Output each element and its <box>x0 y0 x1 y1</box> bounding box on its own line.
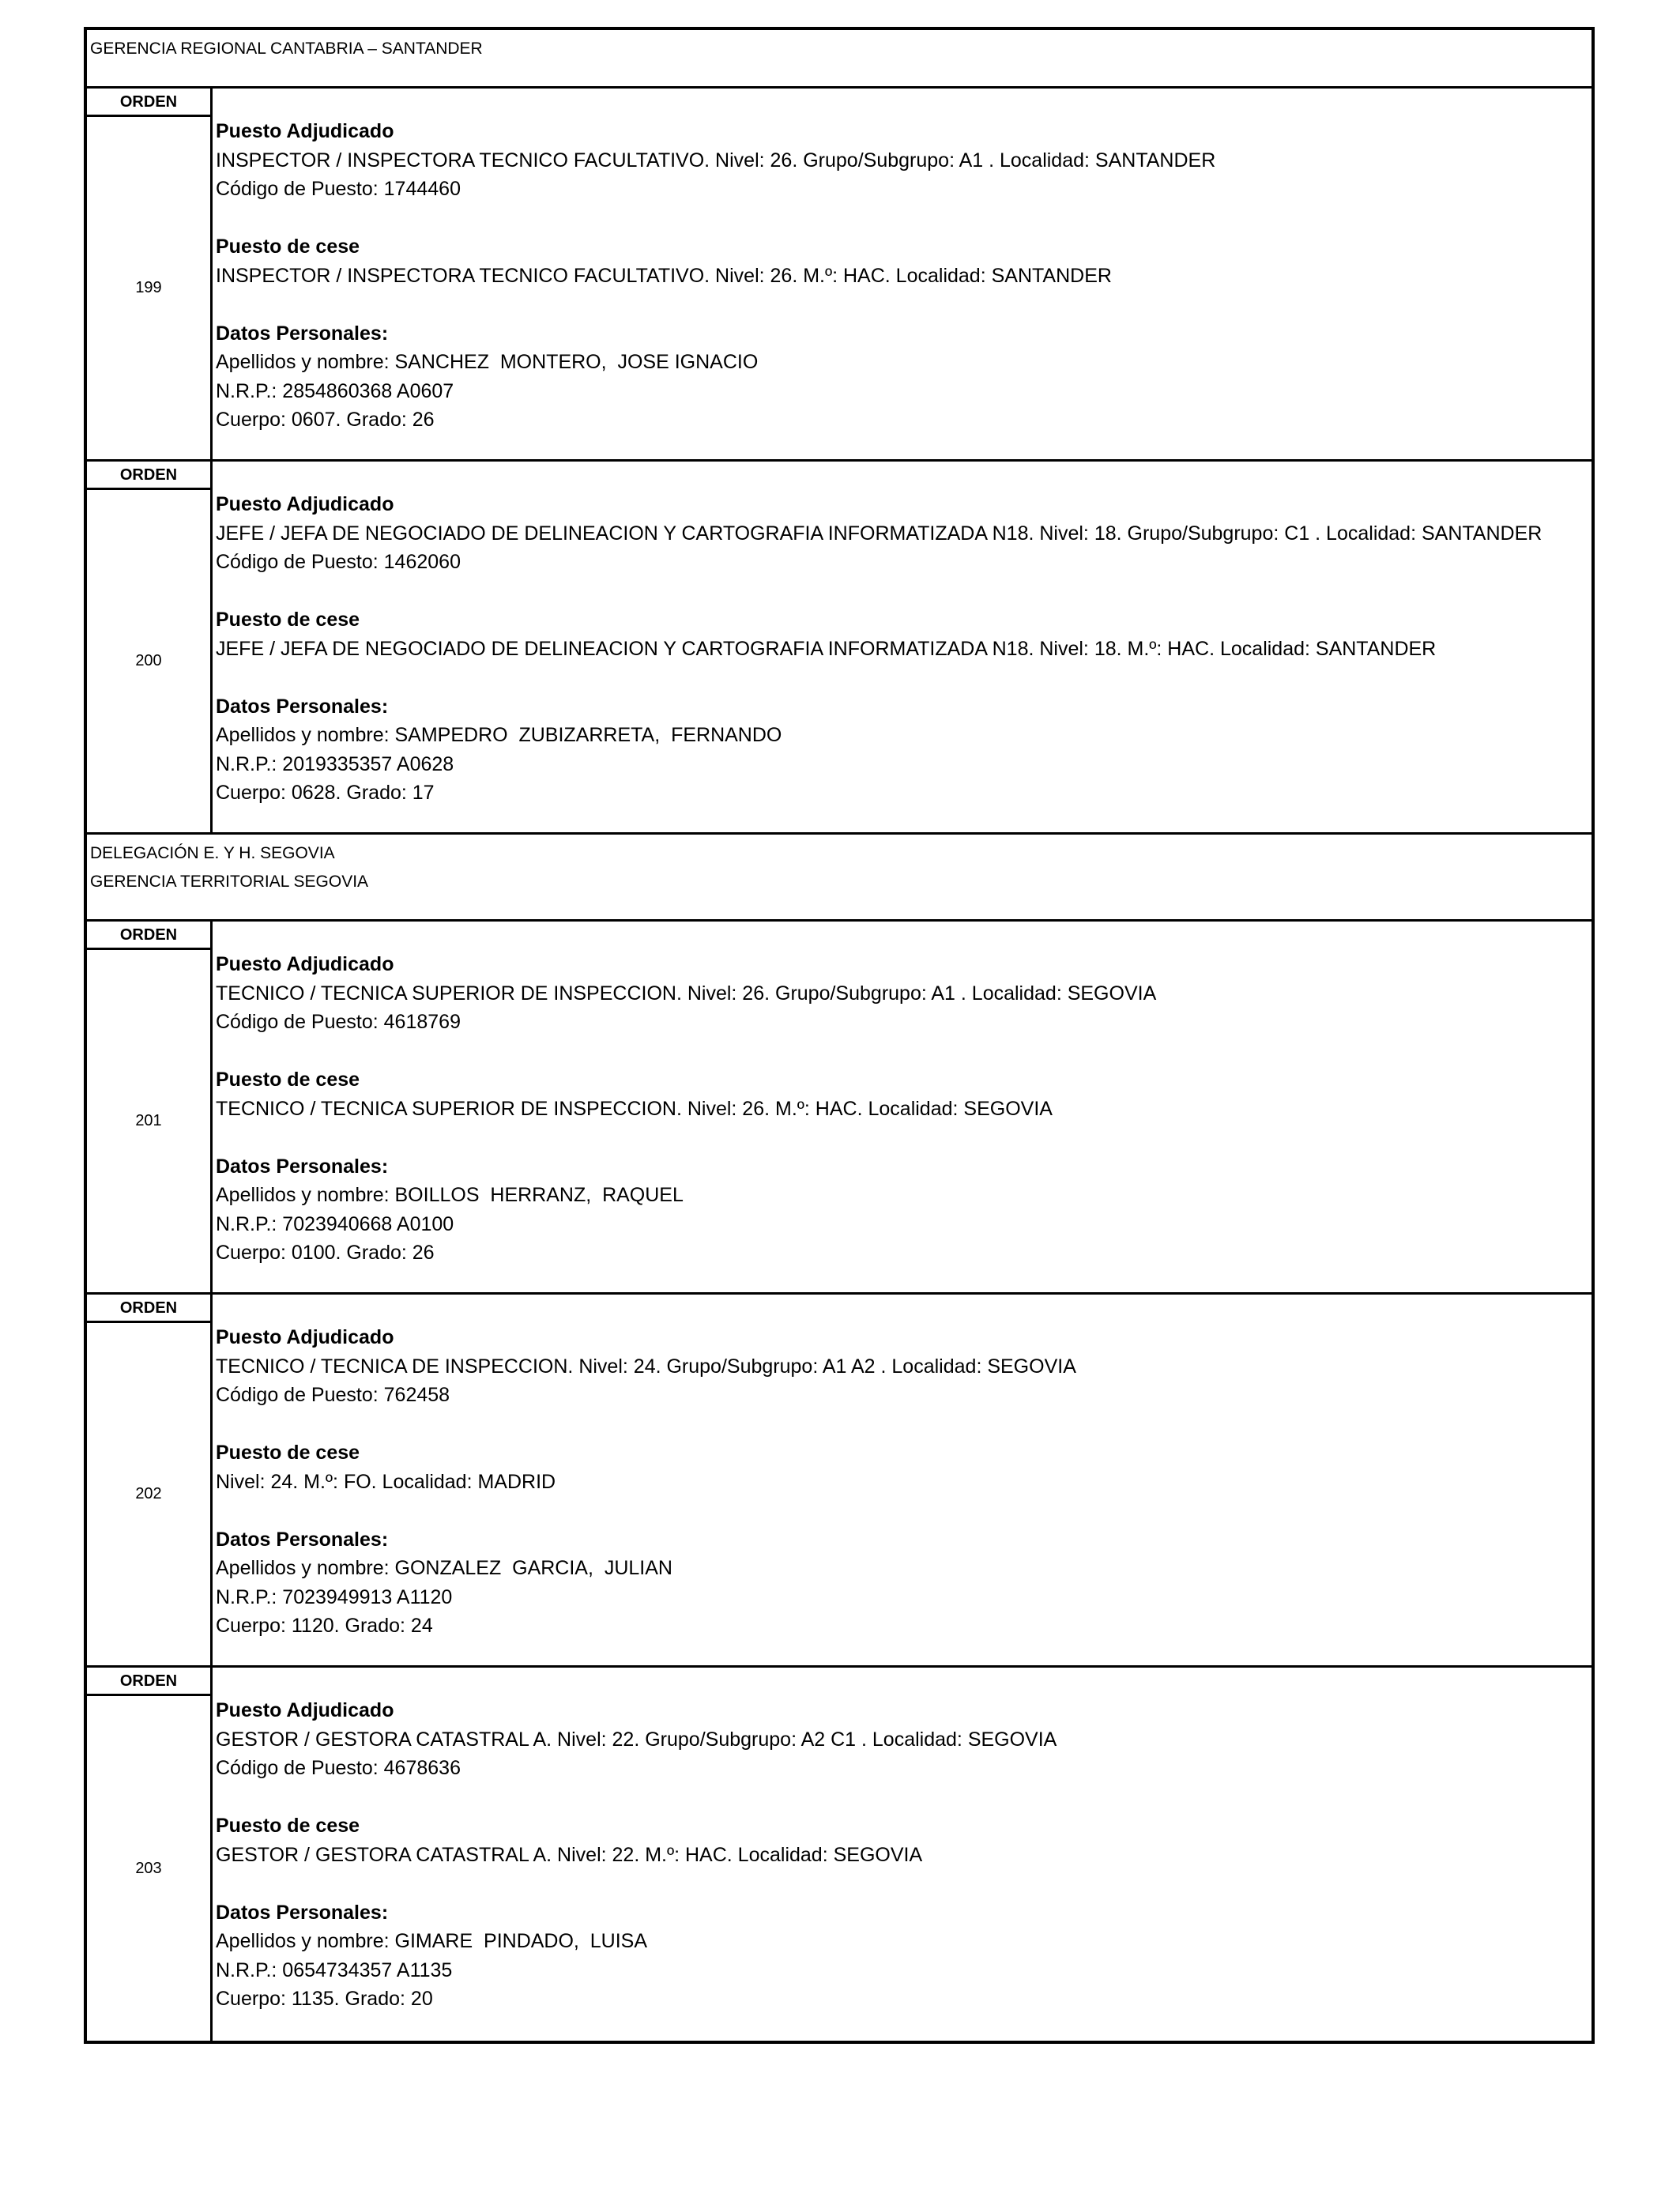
puesto-cese-line: JEFE / JEFA DE NEGOCIADO DE DELINEACION Y CARTOGRAFIA INFORMATIZADA N18. Nivel: 18. M.º: HAC. Localidad: SANTANDER <box>216 637 1437 660</box>
datos-personales-line: N.R.P.: 2019335357 A0628 <box>216 752 454 775</box>
datos-personales-heading: Datos Personales: <box>216 322 389 345</box>
spacer <box>216 1869 1591 1898</box>
puesto-adjudicado-line: Código de Puesto: 4618769 <box>216 1011 461 1033</box>
spacer <box>216 577 1591 606</box>
datos-personales-line: N.R.P.: 7023940668 A0100 <box>216 1212 454 1235</box>
orden-column <box>87 922 213 1292</box>
orden-number: 201 <box>135 1112 162 1129</box>
spacer <box>216 1496 1591 1525</box>
spacer <box>216 1123 1591 1152</box>
puesto-cese-heading: Puesto de cese <box>216 609 360 631</box>
datos-personales-line: N.R.P.: 7023949913 A1120 <box>216 1585 453 1608</box>
puesto-adjudicado-line: Código de Puesto: 762458 <box>216 1384 450 1406</box>
puesto-cese-heading: Puesto de cese <box>216 1815 360 1837</box>
puesto-cese-line: TECNICO / TECNICA SUPERIOR DE INSPECCION. Nivel: 26. M.º: HAC. Localidad: SEGOVIA <box>216 1097 1053 1120</box>
orden-column <box>87 1668 213 2041</box>
orden-number: 202 <box>135 1485 162 1502</box>
datos-personales-line: N.R.P.: 2854860368 A0607 <box>216 379 454 402</box>
orden-label: ORDEN <box>87 462 210 490</box>
datos-personales-line: Apellidos y nombre: GONZALEZ GARCIA, JULIAN <box>216 1557 672 1579</box>
entry-content <box>213 462 1591 832</box>
entry-content <box>213 89 1591 459</box>
spacer <box>216 1410 1591 1439</box>
orden-label: ORDEN <box>87 89 210 117</box>
datos-personales-line: N.R.P.: 0654734357 A1135 <box>216 1958 453 1981</box>
entry-row <box>87 1668 1591 2041</box>
datos-personales-line: Cuerpo: 1135. Grado: 20 <box>216 1988 433 2010</box>
section-header <box>87 30 1591 89</box>
puesto-adjudicado-line: GESTOR / GESTORA CATASTRAL A. Nivel: 22. Grupo/Subgrupo: A2 C1 . Localidad: SEGOVIA <box>216 1728 1057 1751</box>
orden-label: ORDEN <box>87 1295 210 1323</box>
puesto-adjudicado-heading: Puesto Adjudicado <box>216 1326 394 1348</box>
puesto-cese-line: INSPECTOR / INSPECTORA TECNICO FACULTATIVO. Nivel: 26. M.º: HAC. Localidad: SANTANDER <box>216 264 1112 287</box>
datos-personales-line: Apellidos y nombre: BOILLOS HERRANZ, RAQUEL <box>216 1184 684 1206</box>
orden-column <box>87 462 213 832</box>
entry-row <box>87 922 1591 1295</box>
datos-personales-heading: Datos Personales: <box>216 1901 389 1924</box>
spacer <box>216 1783 1591 1812</box>
puesto-cese-heading: Puesto de cese <box>216 1069 360 1091</box>
orden-number: 203 <box>135 1859 162 1877</box>
entry-content <box>213 922 1591 1292</box>
spacer <box>216 1037 1591 1066</box>
datos-personales-heading: Datos Personales: <box>216 1528 389 1551</box>
puesto-adjudicado-heading: Puesto Adjudicado <box>216 120 394 142</box>
datos-personales-line: Apellidos y nombre: SAMPEDRO ZUBIZARRETA, FERNANDO <box>216 724 782 746</box>
puesto-adjudicado-heading: Puesto Adjudicado <box>216 953 394 975</box>
section-header-line: GERENCIA REGIONAL CANTABRIA – SANTANDER <box>90 40 483 58</box>
entry-row <box>87 89 1591 462</box>
orden-number: 200 <box>135 652 162 669</box>
puesto-cese-line: GESTOR / GESTORA CATASTRAL A. Nivel: 22. M.º: HAC. Localidad: SEGOVIA <box>216 1843 923 1866</box>
puesto-cese-line: Nivel: 24. M.º: FO. Localidad: MADRID <box>216 1470 556 1493</box>
puesto-adjudicado-heading: Puesto Adjudicado <box>216 493 394 515</box>
section-header-line: DELEGACIÓN E. Y H. SEGOVIA <box>90 844 335 862</box>
puesto-adjudicado-heading: Puesto Adjudicado <box>216 1699 394 1721</box>
spacer <box>216 290 1591 319</box>
datos-personales-line: Cuerpo: 1120. Grado: 24 <box>216 1615 433 1637</box>
entry-row <box>87 462 1591 835</box>
spacer <box>216 204 1591 233</box>
puesto-adjudicado-line: TECNICO / TECNICA SUPERIOR DE INSPECCION. Nivel: 26. Grupo/Subgrupo: A1 . Localidad: SEGOVIA <box>216 982 1157 1005</box>
orden-number: 199 <box>135 279 162 296</box>
entry-content <box>213 1295 1591 1665</box>
datos-personales-heading: Datos Personales: <box>216 695 389 718</box>
datos-personales-line: Cuerpo: 0628. Grado: 17 <box>216 782 435 804</box>
puesto-adjudicado-line: Código de Puesto: 4678636 <box>216 1757 461 1779</box>
datos-personales-line: Apellidos y nombre: GIMARE PINDADO, LUISA <box>216 1930 648 1952</box>
puesto-adjudicado-line: INSPECTOR / INSPECTORA TECNICO FACULTATIVO. Nivel: 26. Grupo/Subgrupo: A1 . Localidad: SANTANDER <box>216 149 1216 172</box>
puesto-adjudicado-line: JEFE / JEFA DE NEGOCIADO DE DELINEACION Y CARTOGRAFIA INFORMATIZADA N18. Nivel: 18. Grupo/Subgrupo: C1 . Localidad: SANTANDER <box>216 522 1543 545</box>
orden-label: ORDEN <box>87 1668 210 1696</box>
datos-personales-line: Cuerpo: 0607. Grado: 26 <box>216 409 435 431</box>
datos-personales-line: Cuerpo: 0100. Grado: 26 <box>216 1242 435 1264</box>
entry-content <box>213 1668 1591 2041</box>
spacer <box>216 663 1591 692</box>
orden-column <box>87 89 213 459</box>
puesto-adjudicado-line: TECNICO / TECNICA DE INSPECCION. Nivel: 24. Grupo/Subgrupo: A1 A2 . Localidad: SEGOVIA <box>216 1355 1076 1378</box>
orden-label: ORDEN <box>87 922 210 950</box>
puesto-adjudicado-line: Código de Puesto: 1744460 <box>216 178 461 200</box>
document-table <box>84 27 1595 2044</box>
datos-personales-heading: Datos Personales: <box>216 1155 389 1178</box>
puesto-cese-heading: Puesto de cese <box>216 236 360 258</box>
puesto-cese-heading: Puesto de cese <box>216 1442 360 1464</box>
section-header <box>87 835 1591 922</box>
puesto-adjudicado-line: Código de Puesto: 1462060 <box>216 551 461 573</box>
datos-personales-line: Apellidos y nombre: SANCHEZ MONTERO, JOSE IGNACIO <box>216 351 759 373</box>
entry-row <box>87 1295 1591 1668</box>
section-header-line: GERENCIA TERRITORIAL SEGOVIA <box>90 873 369 891</box>
orden-column <box>87 1295 213 1665</box>
